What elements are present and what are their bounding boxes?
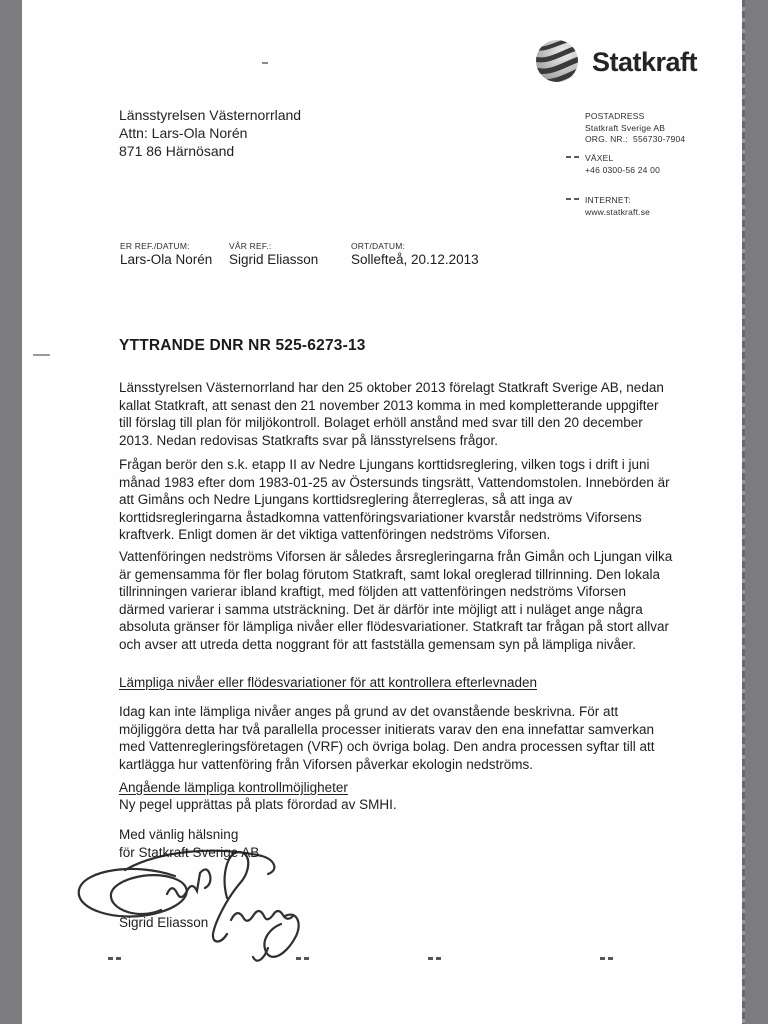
- closing-block: [119, 826, 259, 861]
- scan-artifact-dashes: [566, 198, 579, 200]
- scan-border-left: [0, 0, 22, 1024]
- ort-datum-value: Sollefteå, 20.12.2013: [351, 252, 479, 267]
- body-paragraph-3: Vattenföringen nedströms Viforsen är således årsregleringarna från Gimån och Ljungan vilka är gemensamma för fler bolag förutom Statkraft, samt lokal oreglerad tillrinning. Den lokala tillrinningen varierar ibland kraftigt, med följden att vattenföringen nedströms Viforsen därmed varierar i samma utsträckning. Det är därför inte möjligt att i nuläget ange några absoluta gränser för lämpliga nivåer eller flödesvariationer. Statkraft tar frågan på stort allvar och avser att utreda detta noggrant för att fastställa gemensam syn på lämpliga nivåer.: [119, 549, 673, 652]
- closing-on-behalf: för Statkraft Sverige AB: [119, 844, 260, 860]
- body-paragraph-1: Länsstyrelsen Västernorrland har den 25 oktober 2013 förelagt Statkraft Sverige AB, nedan kallat Statkraft, att senast den 21 november 2013 komma in med kompletterande uppgifter till förslag till plan för miljökontroll. Bolaget erhöll anstånd med svar till den 20 december 2013. Nedan redovisas Statkrafts svar på länsstyrelsens frågor.: [119, 380, 664, 448]
- statkraft-globe-icon: [534, 38, 580, 84]
- internet-label: INTERNET:: [585, 195, 631, 205]
- scan-border-right: [745, 0, 768, 1024]
- var-ref-value: Sigrid Eliasson: [229, 252, 319, 267]
- section-1-body: Idag kan inte lämpliga nivåer anges på grund av det ovanstående beskrivna. För att möjliggöra detta har två parallella processer initierats varav den ena innefattar samverkan med Vattenregleringsföretagen (VRF) och övriga bolag. Den andra processen syftar till att kartlägga hur vattenföring från Viforsen påverkar ekologin nedströms.: [119, 704, 655, 772]
- var-ref-label: VÅR REF.:: [229, 241, 272, 251]
- sender-internet-block: [585, 195, 650, 218]
- signer-typed-name: Sigrid Eliasson: [119, 915, 209, 930]
- sender-phone-block: [585, 153, 660, 176]
- recipient-line: 871 86 Härnösand: [119, 143, 235, 159]
- sender-orgnr: [585, 134, 685, 146]
- recipient-address-block: [119, 106, 301, 160]
- ort-datum-label: ORT/DATUM:: [351, 241, 406, 251]
- internet-value: www.statkraft.se: [585, 206, 651, 217]
- scan-artifact-dashes: [600, 957, 613, 960]
- letter-page: [22, 0, 742, 1024]
- sender-company: Statkraft Sverige AB: [585, 122, 666, 133]
- section-2-body: Ny pegel upprättas på plats förordad av SMHI.: [119, 797, 397, 812]
- postadress-label: POSTADRESS: [585, 111, 645, 121]
- scan-artifact-dashes: [108, 957, 121, 960]
- statkraft-logo-text: Statkraft: [592, 46, 698, 77]
- section-heading-levels: Lämpliga nivåer eller flödesvariationer för att kontrollera efterlevnaden: [119, 675, 537, 690]
- vaxel-value: +46 0300-56 24 00: [585, 164, 661, 175]
- scan-artifact-margin-dash: [33, 354, 50, 356]
- closing-salutation: Med vänlig hälsning: [119, 827, 239, 842]
- sender-postal-block: [585, 111, 685, 146]
- handwritten-signature: [55, 846, 307, 970]
- scan-artifact-speck: [262, 62, 268, 64]
- er-ref-label: ER REF./DATUM:: [120, 241, 190, 251]
- scan-artifact-dashes: [566, 156, 579, 158]
- scan-artifact-dashes: [428, 957, 441, 960]
- recipient-line: Länsstyrelsen Västernorrland: [119, 107, 302, 123]
- recipient-line: Attn: Lars-Ola Norén: [119, 125, 248, 141]
- body-paragraph-2: Frågan berör den s.k. etapp II av Nedre Ljungans korttidsreglering, vilken togs i drift i juni månad 1983 efter dom 1983-01-25 av Östersunds tingsrätt, Vattendomstolen. Innebörden är att Gimåns och Nedre Ljungans korttidsreglering återregleras, så att inga av korttidsregleringarna åstadkomna vattenföringsvariationer kvarstår nedströms Viforsens kraftverk. Enligt domen är det viktiga vattenföringen nedströms Viforsen.: [119, 457, 670, 542]
- orgnr-value: 556730-7904: [633, 134, 686, 144]
- er-ref-value: Lars-Ola Norén: [120, 252, 213, 267]
- section-heading-control: Angående lämpliga kontrollmöjligheter: [119, 780, 348, 795]
- document-title: YTTRANDE DNR NR 525-6273-13: [119, 337, 366, 354]
- statkraft-logo: [534, 38, 697, 84]
- orgnr-label: ORG. NR.:: [585, 134, 628, 144]
- scan-artifact-dashes: [296, 957, 309, 960]
- vaxel-label: VÄXEL: [585, 153, 614, 163]
